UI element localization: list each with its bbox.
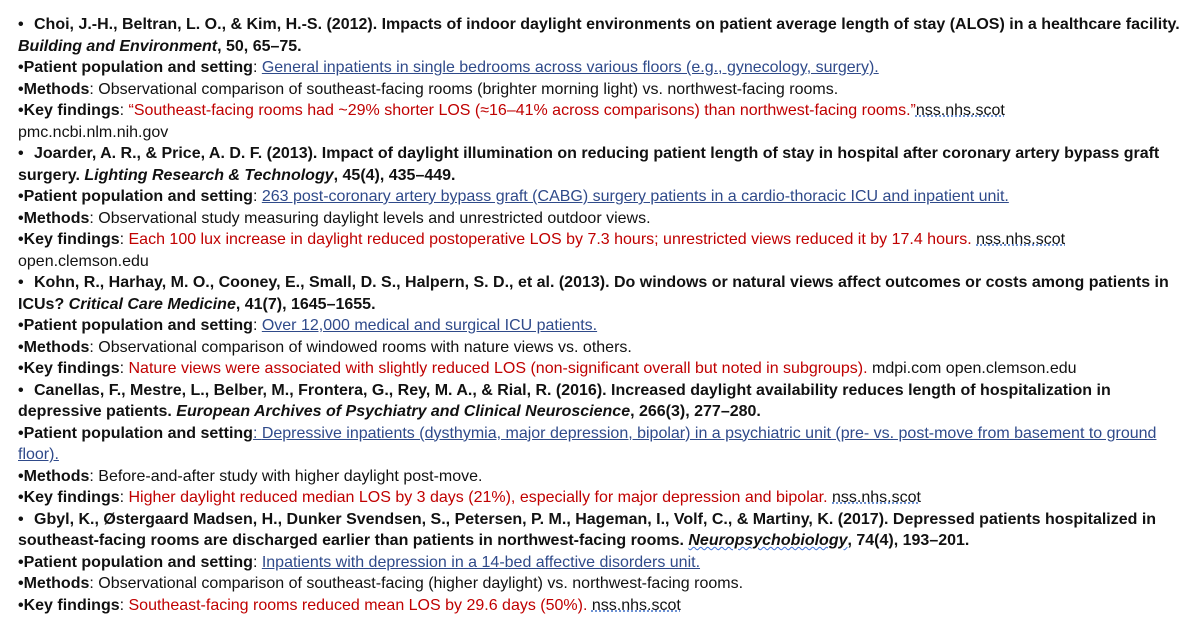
findings-line	[18, 229, 1182, 251]
population-label: •Patient population and setting	[18, 424, 253, 442]
citation-volume: , 50, 65–75.	[217, 37, 302, 55]
findings-label: •Key findings	[18, 360, 120, 377]
findings-line	[18, 358, 1182, 380]
journal-title: Building and Environment	[18, 37, 218, 55]
findings-line	[18, 595, 1182, 617]
findings-label: •Key findings	[18, 596, 120, 614]
citation-volume: , 74(4), 193–201.	[847, 532, 970, 549]
methods-text: : Observational study measuring daylight levels and unrestricted outdoor views.	[89, 209, 651, 227]
citation	[18, 14, 1182, 57]
population-label: •Patient population and setting	[18, 188, 253, 205]
citation-volume: , 45(4), 435–449.	[333, 166, 456, 184]
findings-line	[18, 100, 1182, 122]
population-sep: :	[252, 188, 262, 205]
methods-line	[18, 337, 1182, 359]
source-line[interactable]: open.clemson.edu	[18, 252, 149, 270]
population-link[interactable]: Inpatients with depression in a 14-bed affective disorders unit.	[261, 553, 701, 571]
population-line	[18, 315, 1182, 337]
citation	[18, 143, 1182, 186]
population-link[interactable]: General inpatients in single bedrooms across various floors (e.g., gynecology, surgery).	[261, 59, 879, 76]
methods-line	[18, 573, 1182, 595]
source-link[interactable]: nss.nhs.scot	[591, 596, 681, 614]
citation-volume: , 266(3), 277–280.	[630, 403, 761, 420]
findings-label: •Key findings	[18, 102, 120, 119]
methods-line	[18, 466, 1182, 488]
population-line	[18, 423, 1182, 466]
citation-volume: , 41(7), 1645–1655.	[235, 295, 376, 313]
findings-label: •Key findings	[18, 489, 120, 506]
population-line	[18, 552, 1182, 574]
findings-text: Each 100 lux increase in daylight reduced postoperative LOS by 7.3 hours; unrestricted views reduced it by 17.4 hours.	[128, 231, 972, 248]
findings-label: •Key findings	[18, 231, 120, 248]
bullet-icon: •	[18, 381, 24, 399]
findings-sep: :	[119, 489, 129, 506]
citation-text: Gbyl, K., Østergaard Madsen, H., Dunker Svendsen, S., Petersen, P. M., Hageman, I., Volf, C., & Martiny, K. (2017). Depressed patients hospitalized in southeast-facing rooms are discharged earlier than patients in northwest-facing rooms.	[18, 510, 1157, 549]
citation	[18, 380, 1182, 423]
population-line	[18, 57, 1182, 79]
source-link[interactable]: nss.nhs.scot	[915, 102, 1005, 119]
journal-title: European Archives of Psychiatry and Clinical Neuroscience	[176, 403, 631, 420]
bullet-icon: •	[18, 16, 24, 33]
journal-title: Critical Care Medicine	[68, 295, 236, 313]
methods-line	[18, 79, 1182, 101]
methods-text: : Observational comparison of southeast-facing (higher daylight) vs. northwest-facing rooms.	[89, 575, 744, 592]
population-line	[18, 186, 1182, 208]
findings-sep: :	[119, 360, 129, 377]
methods-label: •Methods	[18, 467, 90, 485]
methods-text: : Observational comparison of southeast-facing rooms (brighter morning light) vs. northwest-facing rooms.	[89, 80, 839, 98]
population-label: •Patient population and setting	[18, 317, 253, 334]
journal-title: Neuropsychobiology	[688, 532, 848, 549]
citation	[18, 509, 1182, 552]
citation-text: Canellas, F., Mestre, L., Belber, M., Frontera, G., Rey, M. A., & Rial, R. (2016). Increased daylight availability reduces length of hospitalization in depressive patients.	[18, 381, 1111, 420]
methods-label: •Methods	[18, 80, 90, 98]
methods-text: : Before-and-after study with higher daylight post-move.	[89, 467, 483, 485]
population-sep: :	[252, 317, 262, 334]
findings-text: “Southeast-facing rooms had ~29% shorter LOS (≈16–41% across comparisons) than northwest-facing rooms.”	[128, 102, 916, 119]
source-link[interactable]: mdpi.com open.clemson.edu	[872, 360, 1077, 377]
findings-text: Nature views were associated with slightly reduced LOS (non-significant overall but noted in subgroups).	[128, 360, 868, 377]
findings-text: Southeast-facing rooms reduced mean LOS by 29.6 days (50%).	[128, 596, 588, 614]
citation-text: Choi, J.-H., Beltran, L. O., & Kim, H.-S. (2012). Impacts of indoor daylight environments on patient average length of stay (ALOS) in a healthcare facility.	[34, 16, 1180, 33]
methods-label: •Methods	[18, 209, 90, 227]
population-link[interactable]: Over 12,000 medical and surgical ICU patients.	[261, 317, 598, 334]
findings-sep: :	[119, 596, 129, 614]
bullet-icon: •	[18, 510, 24, 528]
population-link[interactable]: 263 post-coronary artery bypass graft (CABG) surgery patients in a cardio-thoracic ICU and inpatient unit.	[261, 188, 1009, 205]
bullet-icon: •	[18, 145, 24, 162]
methods-line	[18, 208, 1182, 230]
findings-sep: :	[119, 102, 129, 119]
findings-sep: :	[119, 231, 129, 248]
methods-text: : Observational comparison of windowed rooms with nature views vs. others.	[89, 338, 632, 356]
citation-text: Kohn, R., Harhay, M. O., Cooney, E., Small, D. S., Halpern, S. D., et al. (2013). Do windows or natural views affect outcomes or costs among patients in ICUs?	[18, 274, 1169, 313]
population-label: •Patient population and setting	[18, 553, 253, 571]
source-link[interactable]: nss.nhs.scot	[976, 231, 1066, 248]
citation	[18, 272, 1182, 315]
journal-title: Lighting Research & Technology	[84, 166, 334, 184]
population-sep: :	[252, 553, 262, 571]
source-link[interactable]: nss.nhs.scot	[832, 489, 921, 506]
findings-line	[18, 487, 1182, 509]
source-line[interactable]: pmc.ncbi.nlm.nih.gov	[18, 123, 169, 141]
population-sep: :	[252, 59, 262, 76]
population-link[interactable]: Depressive inpatients (dysthymia, major depression, bipolar) in a psychiatric unit (pre- vs. post-move from basement to ground floor).	[18, 424, 1157, 463]
methods-label: •Methods	[18, 338, 90, 356]
population-label: •Patient population and setting	[18, 59, 253, 76]
findings-text: Higher daylight reduced median LOS by 3 days (21%), especially for major depression and bipolar.	[128, 489, 828, 506]
citation-text: Joarder, A. R., & Price, A. D. F. (2013). Impact of daylight illumination on reducing patient length of stay in hospital after coronary artery bypass graft surgery.	[18, 145, 1160, 184]
methods-label: •Methods	[18, 575, 90, 592]
bullet-icon: •	[18, 274, 24, 291]
population-sep: :	[252, 424, 262, 442]
